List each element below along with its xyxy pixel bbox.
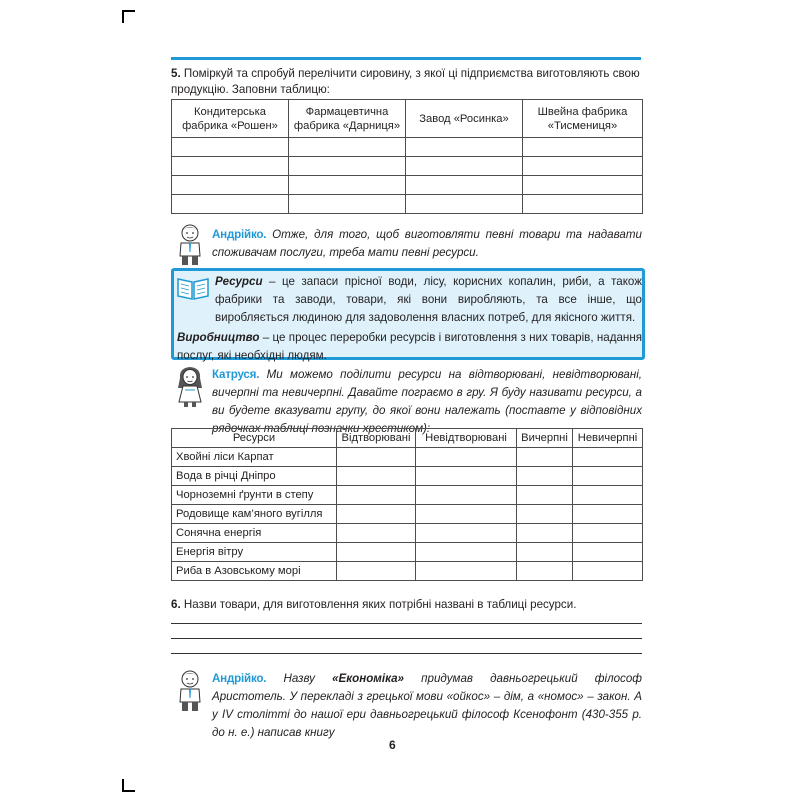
table-cell-checkbox[interactable] [337, 448, 416, 467]
resource-name-cell: Риба в Азовському морі [172, 562, 337, 581]
table-cell-blank[interactable] [523, 176, 643, 195]
table-cell-checkbox[interactable] [573, 486, 643, 505]
resource-name-cell: Енергія вітру [172, 543, 337, 562]
resources-classification-table [171, 428, 643, 581]
definition-box [171, 268, 645, 360]
table-cell-checkbox[interactable] [517, 486, 573, 505]
table-header-cell: Завод «Росинка» [406, 100, 523, 138]
table-cell-checkbox[interactable] [573, 524, 643, 543]
table-cell-blank[interactable] [172, 157, 289, 176]
definition-production-text: – це процес переробки ресурсів і виготовлення з них товарів, надання послуг, які необхідні людям. [177, 331, 642, 362]
table-cell-blank[interactable] [289, 138, 406, 157]
table-cell-checkbox[interactable] [416, 486, 517, 505]
table-cell-blank[interactable] [523, 195, 643, 214]
table-cell-checkbox[interactable] [337, 505, 416, 524]
table-row [172, 543, 643, 562]
table-cell-blank[interactable] [406, 176, 523, 195]
table-cell-checkbox[interactable] [337, 486, 416, 505]
resource-name-cell: Вода в річці Дніпро [172, 467, 337, 486]
table-cell-blank[interactable] [406, 157, 523, 176]
table-cell-blank[interactable] [406, 195, 523, 214]
girl-katrusya-icon [175, 366, 205, 408]
top-accent-rule [171, 57, 641, 60]
table-cell-blank[interactable] [406, 138, 523, 157]
table-cell-checkbox[interactable] [517, 562, 573, 581]
table-row [172, 505, 643, 524]
resource-name-cell: Родовище кам’яного вугілля [172, 505, 337, 524]
table-cell-checkbox[interactable] [337, 467, 416, 486]
definition-production [177, 329, 642, 365]
table-cell-checkbox[interactable] [517, 448, 573, 467]
answer-line[interactable] [171, 638, 642, 639]
table-row [172, 467, 643, 486]
table-row [172, 176, 643, 195]
table-cell-blank[interactable] [172, 176, 289, 195]
speaker-name: Андрійко. [212, 228, 267, 241]
table-cell-checkbox[interactable] [517, 524, 573, 543]
task-5-text: Поміркуй та спробуй перелічити сировину, з якої ці підприємства виготовляють свою продукцію. Заповни таблицю: [171, 67, 640, 96]
table-cell-checkbox[interactable] [573, 562, 643, 581]
table-cell-blank[interactable] [172, 195, 289, 214]
table-cell-blank[interactable] [289, 157, 406, 176]
term-economics: «Економіка» [332, 672, 404, 685]
table-cell-checkbox[interactable] [337, 524, 416, 543]
table-cell-checkbox[interactable] [416, 524, 517, 543]
page-number: 6 [389, 738, 396, 752]
table-row [172, 486, 643, 505]
table-cell-checkbox[interactable] [416, 543, 517, 562]
task-6-prompt [171, 597, 643, 613]
table-cell-checkbox[interactable] [416, 505, 517, 524]
table-cell-checkbox[interactable] [517, 505, 573, 524]
speech-andriyko-1 [212, 226, 642, 262]
speech-andriyko-2 [212, 670, 642, 742]
crop-mark-bottom-left [122, 779, 135, 792]
task-6-text: Назви товари, для виготовлення яких потрібні названі в таблиці ресурси. [183, 598, 577, 611]
speech-text: Ми можемо поділити ресурси на відтворювані, невідтворювані, вичерпні та невичерпні. Давайте пограємо в гру. Я буду називати ресурси, а ви будете вказувати групу, до якої вони належать (поставте у відповідних рядочках таблиці позначки хрестиком): [212, 368, 642, 435]
boy-andriyko-icon [175, 670, 205, 712]
table-cell-blank[interactable] [172, 138, 289, 157]
speech-text-after: придумав давньогрецький філософ Аристотель. У перекладі з грецької мови «ойкос» – дім, а «номос» – закон. А у IV столітті до нашої ери давньогрецький філософ Ксенофонт (430-355 р. до н. е.) написав книгу [212, 672, 642, 739]
answer-line[interactable] [171, 623, 642, 624]
table-header-cell: Вичерпні [517, 429, 573, 448]
resource-name-cell: Хвойні ліси Карпат [172, 448, 337, 467]
speaker-name: Андрійко. [212, 672, 267, 685]
table-cell-checkbox[interactable] [517, 467, 573, 486]
table-row [172, 157, 643, 176]
speaker-name: Катруся. [212, 368, 260, 381]
table-cell-checkbox[interactable] [337, 543, 416, 562]
table-row [172, 138, 643, 157]
task-5-number: 5. [171, 67, 181, 80]
table-header-cell: Швейна фабрика «Тисмениця» [523, 100, 643, 138]
table-header-row [172, 100, 643, 138]
table-cell-checkbox[interactable] [573, 505, 643, 524]
table-cell-checkbox[interactable] [416, 448, 517, 467]
speech-text: Отже, для того, щоб виготовляти певні товари та надавати споживачам послуги, треба мати певні ресурси. [212, 228, 642, 259]
table-cell-checkbox[interactable] [416, 467, 517, 486]
resource-name-cell: Чорноземні ґрунти в степу [172, 486, 337, 505]
speech-text-before: Назву [283, 672, 333, 685]
table-cell-checkbox[interactable] [573, 543, 643, 562]
table-cell-checkbox[interactable] [416, 562, 517, 581]
term-resources: Ресурси [215, 275, 263, 288]
table-cell-blank[interactable] [523, 157, 643, 176]
table-header-cell: Кондитерська фабрика «Рошен» [172, 100, 289, 138]
answer-line[interactable] [171, 653, 642, 654]
task-6-number: 6. [171, 598, 181, 611]
table-cell-checkbox[interactable] [517, 543, 573, 562]
table-header-row [172, 429, 643, 448]
table-header-cell: Відтворювані [337, 429, 416, 448]
table-row [172, 448, 643, 467]
term-production: Виробництво [177, 331, 260, 344]
table-cell-blank[interactable] [289, 176, 406, 195]
definition-resources [177, 273, 642, 327]
table-cell-checkbox[interactable] [337, 562, 416, 581]
crop-mark-top-left [122, 10, 135, 23]
table-cell-checkbox[interactable] [573, 448, 643, 467]
open-book-icon [176, 273, 210, 301]
table-header-cell: Фармацевтична фабрика «Дарниця» [289, 100, 406, 138]
raw-materials-table [171, 99, 643, 214]
table-header-cell: Невичерпні [573, 429, 643, 448]
table-row [172, 524, 643, 543]
table-cell-blank[interactable] [523, 138, 643, 157]
table-row [172, 562, 643, 581]
definition-resources-text: – це запаси прісної води, лісу, корисних копалин, риби, а також фабрики та заводи, товари, які вони виробляють, та все інше, що виробляється людиною для задоволення власних потреб, для якісного життя. [215, 275, 642, 324]
resource-name-cell: Сонячна енергія [172, 524, 337, 543]
table-row [172, 195, 643, 214]
table-header-cell: Невідтворювані [416, 429, 517, 448]
boy-andriyko-icon [175, 224, 205, 266]
table-header-cell: Ресурси [172, 429, 337, 448]
table-cell-blank[interactable] [289, 195, 406, 214]
task-5-prompt [171, 66, 643, 98]
table-cell-checkbox[interactable] [573, 467, 643, 486]
